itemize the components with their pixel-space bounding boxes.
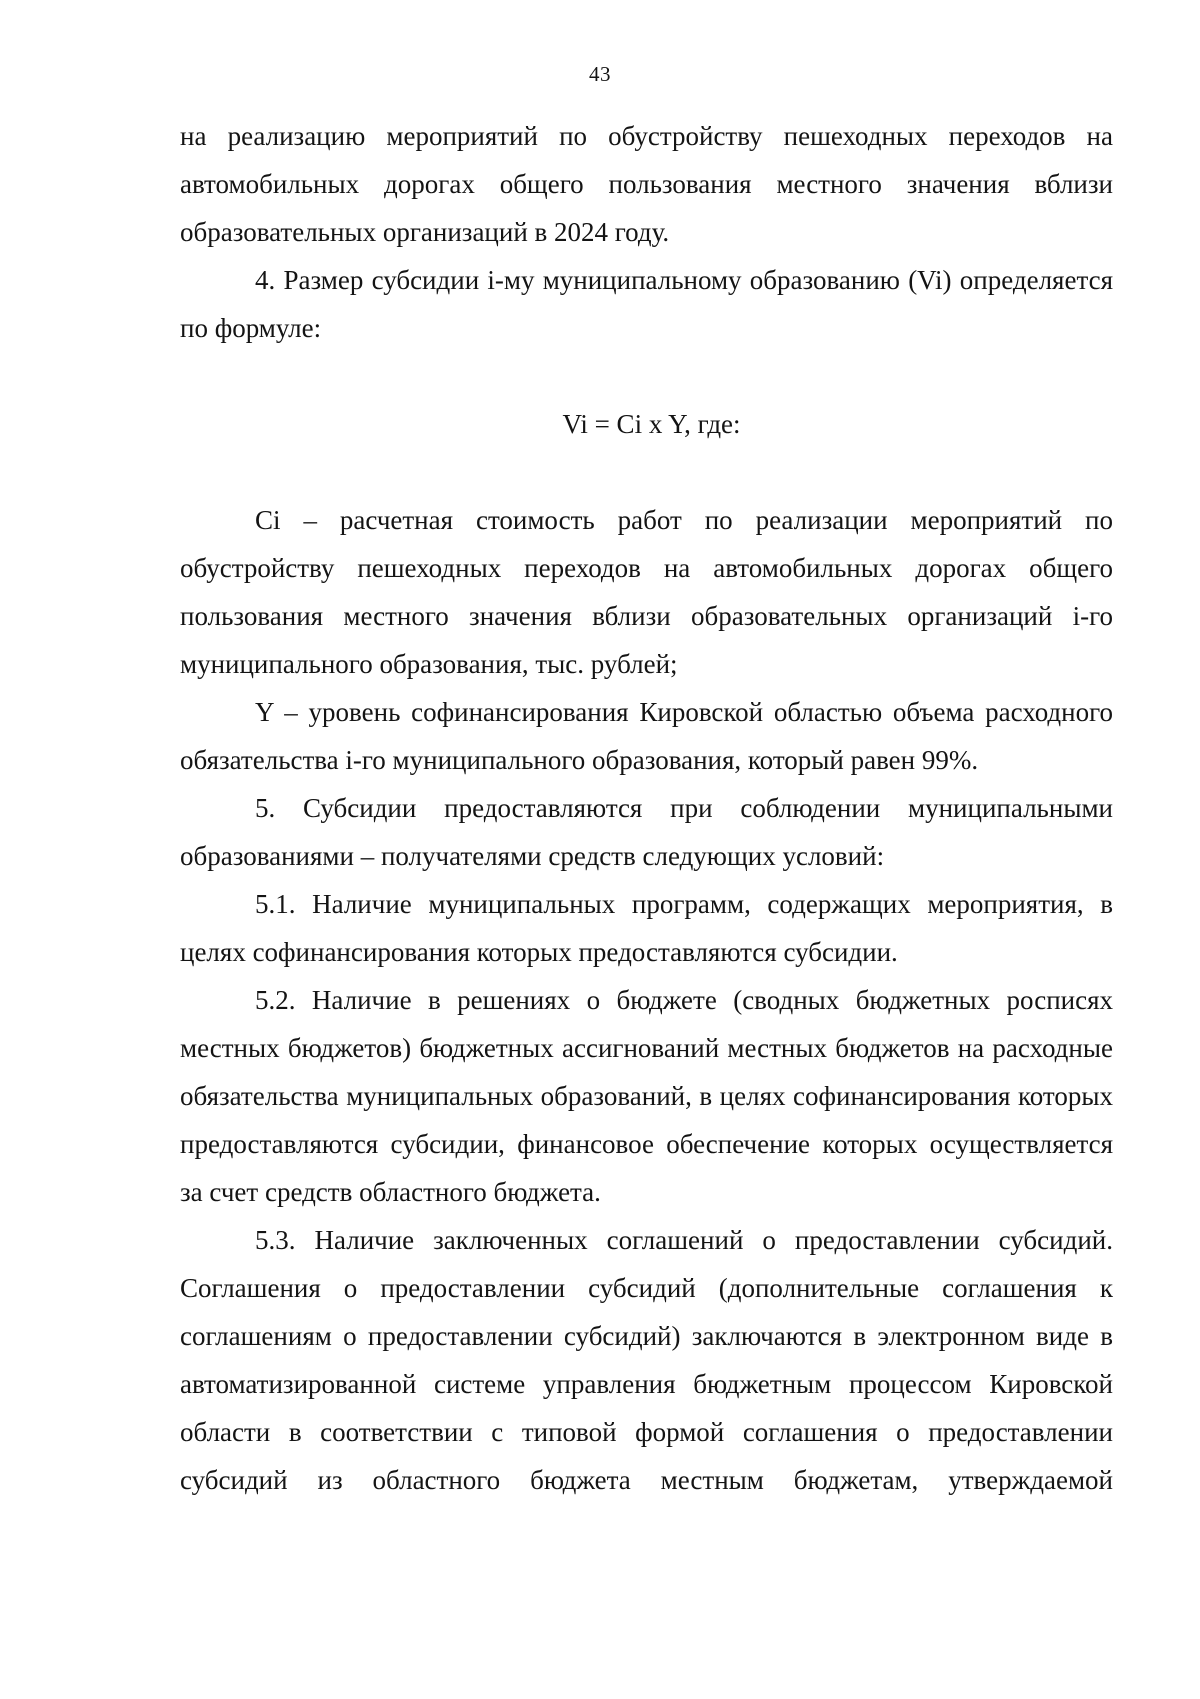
formula: Vi = Ci x Y, где:	[562, 409, 741, 439]
paragraph-4: 4. Размер субсидии i-му муниципальному образованию (Vi) определяется по формуле:	[180, 265, 1113, 343]
paragraph-ci-definition: Ci – расчетная стоимость работ по реализации мероприятий по обустройству пешеходных переходов на автомобильных дорогах общего пользования местного значения вблизи образовательных организаций i-го муниципального образования, тыс. рублей;	[180, 505, 1113, 679]
paragraph-5-1: 5.1. Наличие муниципальных программ, содержащих мероприятия, в целях софинансирования которых предоставляются субсидии.	[180, 889, 1113, 967]
paragraph-5-3: 5.3. Наличие заключенных соглашений о предоставлении субсидий. Соглашения о предоставлении субсидий (дополнительные соглашения к соглашениям о предоставлении субсидий) заключаются в электронном виде в автоматизированной системе управления бюджетным процессом Кировской области в соответствии с типовой формой соглашения о предоставлении субсидий из областного бюджета местным бюджетам, утверждаемой	[180, 1225, 1113, 1495]
paragraph-y-definition: Y – уровень софинансирования Кировской областью объема расходного обязательства i-го муниципального образования, который равен 99%.	[180, 697, 1113, 775]
document-body	[180, 112, 1113, 1504]
paragraph-5: 5. Субсидии предоставляются при соблюдении муниципальными образованиями – получателями средств следующих условий:	[180, 793, 1113, 871]
paragraph-continuation: на реализацию мероприятий по обустройству пешеходных переходов на автомобильных дорогах общего пользования местного значения вблизи образовательных организаций в 2024 году.	[180, 121, 1113, 247]
page-number: 43	[589, 62, 611, 86]
paragraph-5-2: 5.2. Наличие в решениях о бюджете (сводных бюджетных росписях местных бюджетов) бюджетных ассигнований местных бюджетов на расходные обязательства муниципальных образований, в целях софинансирования которых предоставляются субсидии, финансовое обеспечение которых осуществляется за счет средств областного бюджета.	[180, 985, 1113, 1207]
